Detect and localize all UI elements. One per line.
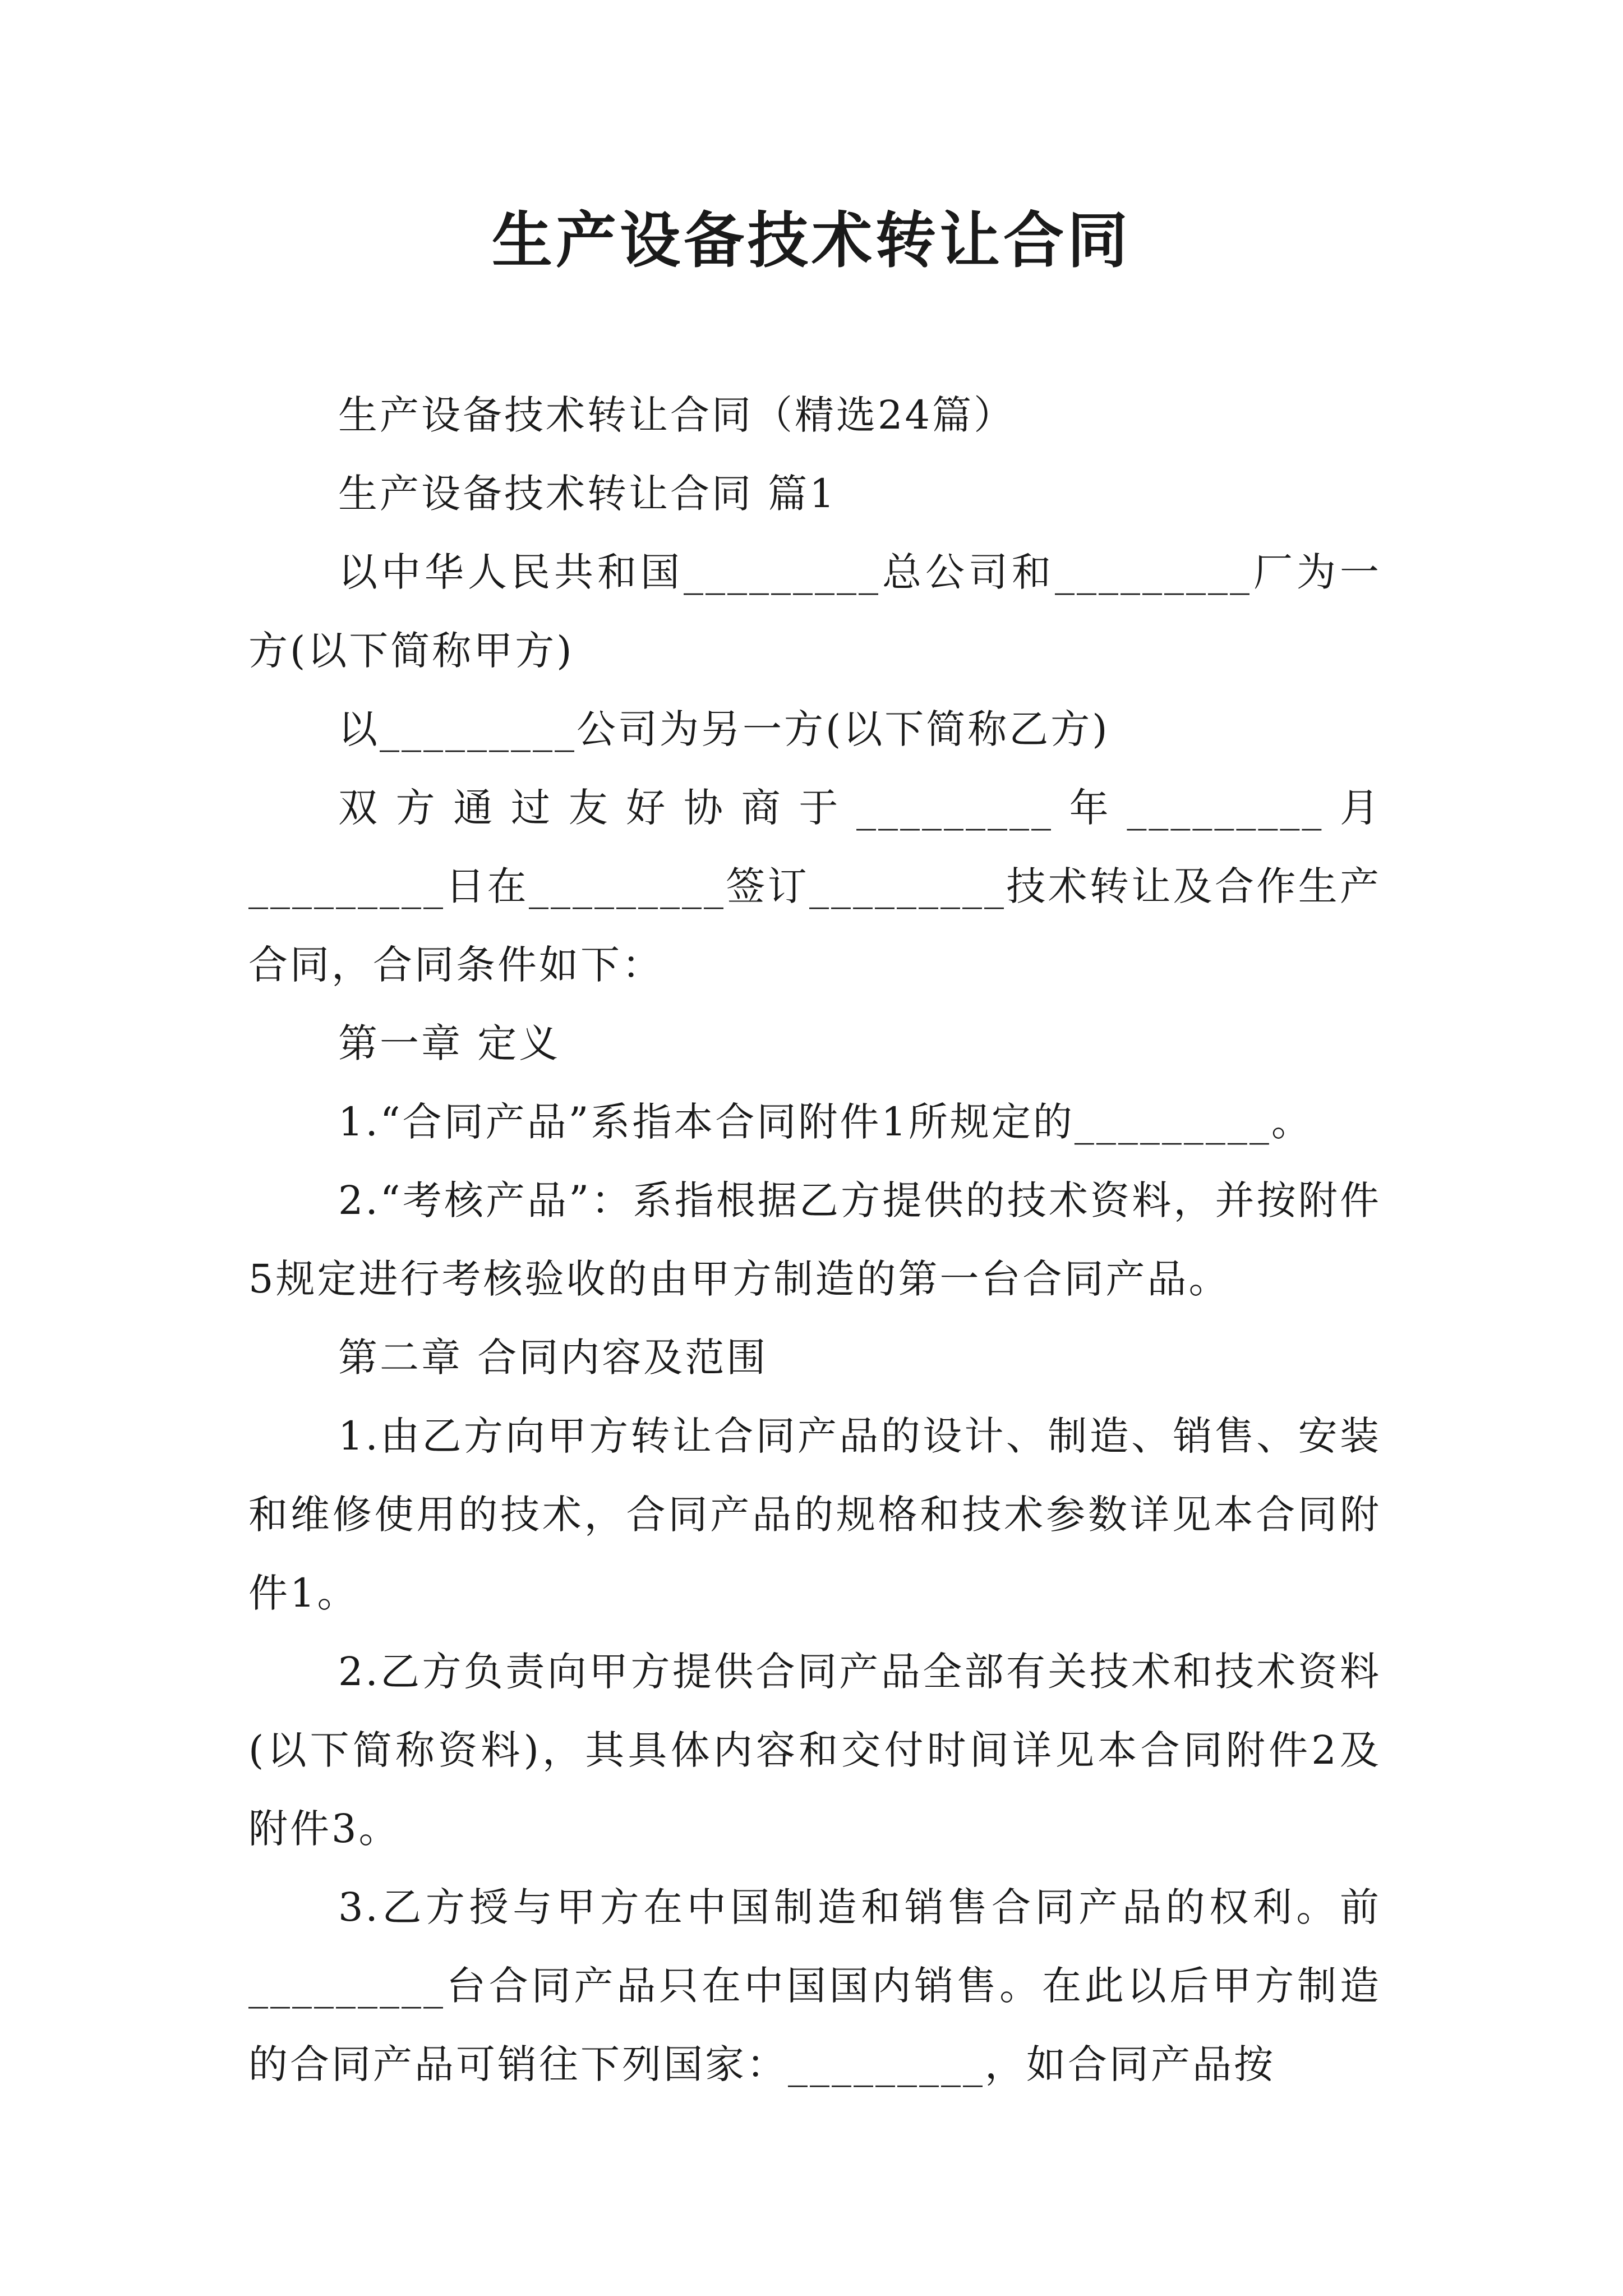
paragraph-definition-2: 2.“考核产品”：系指根据乙方提供的技术资料，并按附件5规定进行考核验收的由甲方制造的第一台合同产品。 — [248, 1177, 1381, 1302]
paragraph-party-b: 以_________公司为另一方(以下简称乙方) — [338, 706, 1110, 752]
paragraph-subtitle: 生产设备技术转让合同（精选24篇） — [338, 392, 1016, 438]
chapter-2-heading: 第二章 合同内容及范围 — [338, 1335, 768, 1381]
paragraph-article-heading: 生产设备技术转让合同 篇1 — [338, 471, 837, 517]
document-body — [248, 376, 1381, 2104]
paragraph-party-a: 以中华人民共和国_________总公司和_________厂为一方(以下简称甲方) — [248, 549, 1381, 674]
paragraph-agreement: 双方通过友好协商于_________年_________月_________日在_________签订_________技术转让及合作生产合同，合同条件如下： — [248, 785, 1381, 988]
paragraph-scope-1: 1.由乙方向甲方转让合同产品的设计、制造、销售、安装和维修使用的技术，合同产品的规格和技术参数详见本合同附件1。 — [248, 1413, 1381, 1616]
document-title: 生产设备技术转让合同 — [491, 206, 1131, 276]
paragraph-scope-2: 2.乙方负责向甲方提供合同产品全部有关技术和技术资料(以下简称资料)，其具体内容和交付时间详见本合同附件2及附件3。 — [248, 1649, 1381, 1852]
paragraph-scope-3: 3.乙方授与甲方在中国制造和销售合同产品的权利。前_________台合同产品只在中国国内销售。在此以后甲方制造的合同产品可销往下列国家：_________，如合同产品按 — [248, 1884, 1381, 2087]
paragraph-definition-1: 1.“合同产品”系指本合同附件1所规定的_________。 — [338, 1099, 1313, 1145]
chapter-1-heading: 第一章 定义 — [338, 1020, 561, 1066]
